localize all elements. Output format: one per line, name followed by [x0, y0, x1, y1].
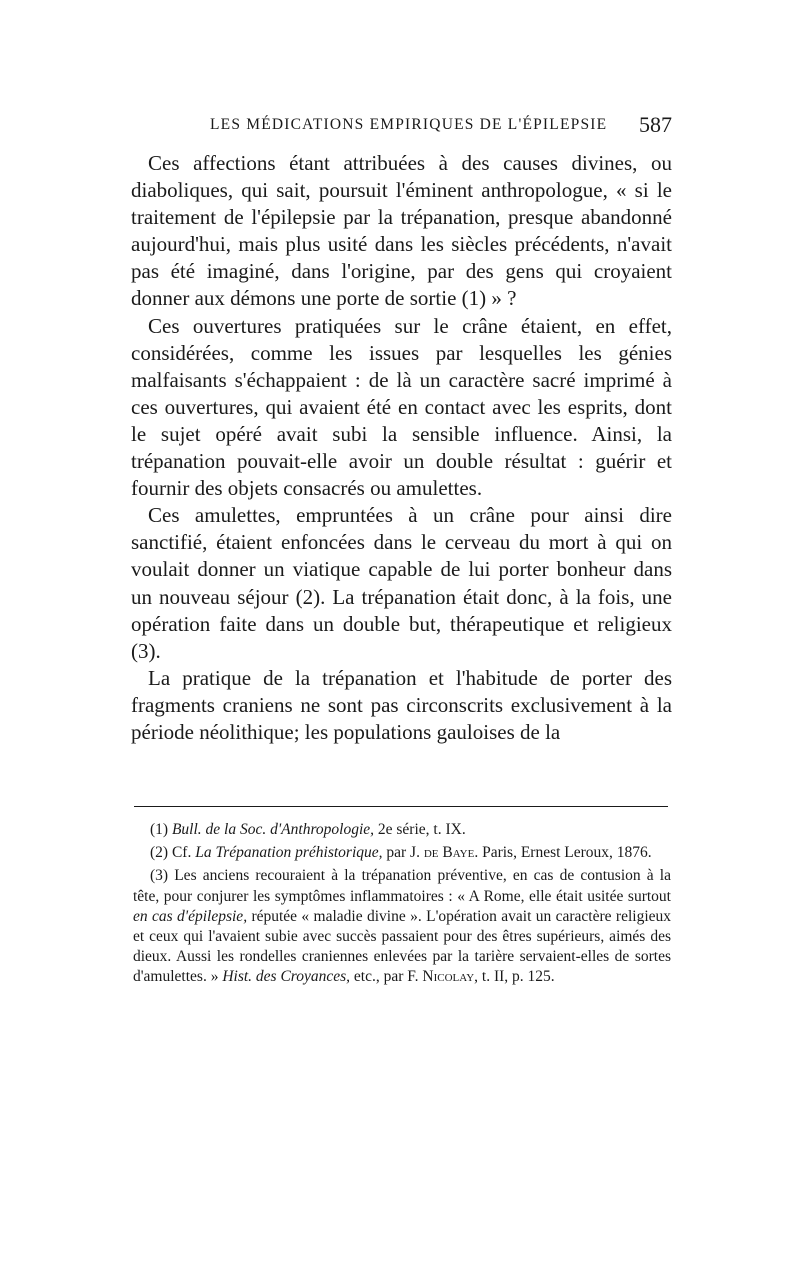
- footnote-italic: Bull. de la Soc. d'Anthropologie,: [171, 821, 375, 838]
- footnote-number: (1): [150, 821, 169, 838]
- page-number: 587: [639, 112, 672, 137]
- footnote-text: , t. II, p. 125.: [474, 968, 555, 986]
- footnote: [133, 843, 671, 863]
- footnote-text: 2e série, t. IX.: [377, 821, 466, 838]
- footnote-text: . Paris, Ernest Leroux, 1876.: [474, 844, 652, 862]
- paragraph: Ces ouvertures pratiquées sur le crâne étaient, en effet, considérées, comme les issues par lesquelles les génies malfaisants s'échappaient : de là un caractère sacré imprimé à ces ouvertures, qui avaient été en contact avec les esprits, dont le sujet opéré avait subi la sensible influence. Ainsi, la trépanation pouvait-elle avoir un double résultat : guérir et fournir des objets consacrés ou amulettes.: [131, 313, 672, 501]
- footnote-italic: Hist. des Croyances,: [222, 968, 351, 986]
- body-text: [131, 150, 672, 746]
- paragraph: Ces amulettes, empruntées à un crâne pour ainsi dire sanctifié, étaient enfoncées dans le cerveau du mort à qui on voulait donner un viatique capable de lui porter bonheur dans un nouveau séjour (2). La trépanation était donc, à la fois, une opération faite dans un double but, thérapeutique et religieux (3).: [131, 503, 672, 663]
- footnote-text: etc., par F.: [353, 968, 419, 986]
- paragraph: La pratique de la trépanation et l'habitude de porter des fragments craniens ne sont pas circonscrits exclusivement à la période néolithique; les populations gauloises de la: [131, 665, 672, 744]
- footnote-author: Nicolay: [422, 968, 475, 986]
- footnote: [133, 866, 671, 987]
- footnote-text: par J.: [386, 844, 420, 862]
- page-header: [132, 112, 672, 142]
- footnote-author: de Baye: [423, 844, 475, 862]
- footnotes: [133, 820, 671, 988]
- running-title: LES MÉDICATIONS EMPIRIQUES DE L'ÉPILEPSIE: [210, 116, 608, 133]
- footnote-italic: en cas d'épilepsie,: [133, 907, 248, 925]
- footnote: [133, 820, 671, 840]
- footnote-text: (3) Les anciens recouraient à la trépanation préventive, en cas de contusion à la tête, pour conjurer les symptômes inflammatoires : « A Rome, elle était usitée surtout: [133, 867, 671, 905]
- footnote-separator: [134, 806, 668, 807]
- footnote-number: (2) Cf.: [150, 844, 192, 862]
- footnote-text: réputée « maladie divine ». L'opération avait un caractère religieux et ceux qui l'avaient subie avec succès passaient pour des êtres supérieurs, aimés des dieux. Aussi les rondelles craniennes enlevées par la tarière servaient-elles de sortes d'amulettes. »: [133, 907, 672, 986]
- paragraph: Ces affections étant attribuées à des causes divines, ou diaboliques, qui sait, poursuit l'éminent anthropologue, « si le traitement de l'épilepsie par la trépanation, presque abandonné aujourd'hui, mais plus usité dans les siècles précédents, n'avait pas été imaginé, dans l'origine, par des gens qui croyaient donner aux démons une porte de sortie (1) » ?: [131, 151, 672, 311]
- footnote-italic: La Trépanation préhistorique,: [195, 844, 383, 862]
